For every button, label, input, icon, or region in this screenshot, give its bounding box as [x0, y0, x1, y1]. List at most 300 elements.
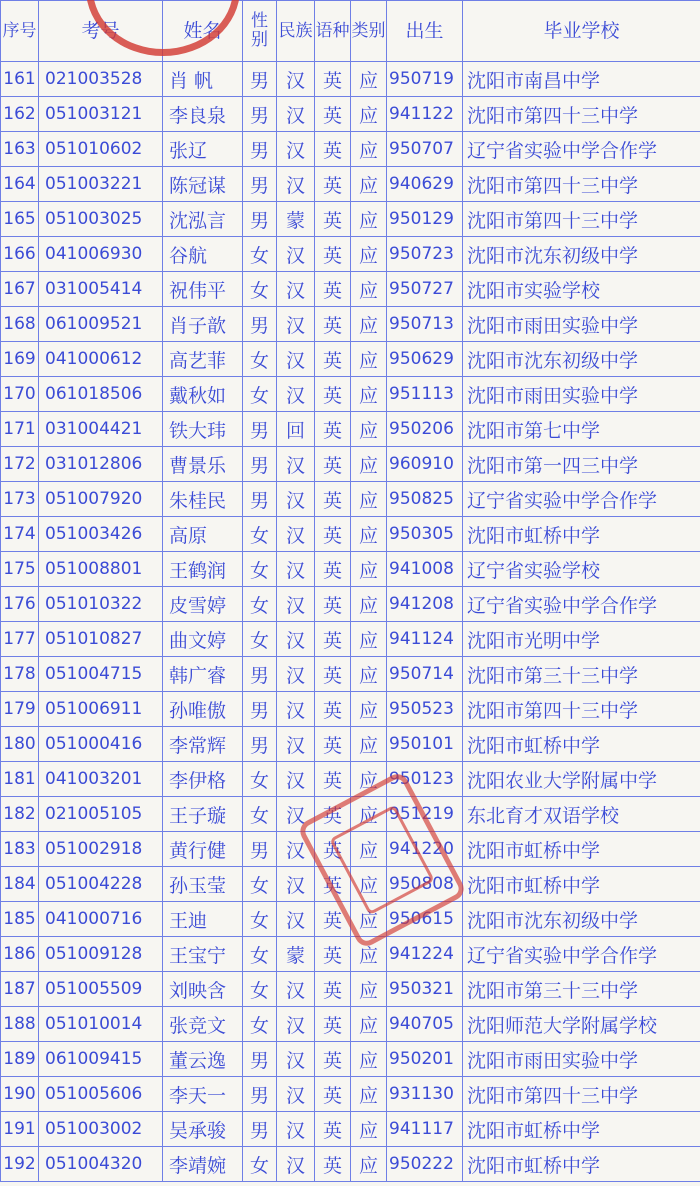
row-name: 黄行健 [163, 832, 243, 867]
row-language: 英 [315, 202, 351, 237]
row-language: 英 [315, 132, 351, 167]
row-school: 沈阳市第三十三中学 [463, 972, 700, 1007]
row-seq: 174 [1, 517, 39, 552]
table-row [1, 482, 700, 517]
row-name: 高原 [163, 517, 243, 552]
row-ethnicity: 回 [277, 412, 315, 447]
row-language: 英 [315, 867, 351, 902]
row-language: 英 [315, 797, 351, 832]
row-category: 应 [351, 482, 387, 517]
row-language: 英 [315, 517, 351, 552]
row-school: 沈阳市第四十三中学 [463, 167, 700, 202]
row-ethnicity: 汉 [277, 307, 315, 342]
row-school: 沈阳市光明中学 [463, 622, 700, 657]
row-seq: 172 [1, 447, 39, 482]
row-school: 沈阳市沈东初级中学 [463, 902, 700, 937]
row-name: 李常辉 [163, 727, 243, 762]
table-row [1, 517, 700, 552]
row-ethnicity: 汉 [277, 62, 315, 97]
row-category: 应 [351, 937, 387, 972]
row-school: 沈阳市第一四三中学 [463, 447, 700, 482]
row-category: 应 [351, 762, 387, 797]
row-name: 朱桂民 [163, 482, 243, 517]
row-seq: 177 [1, 622, 39, 657]
header-exam-no: 考号 [39, 1, 163, 62]
row-language: 英 [315, 167, 351, 202]
row-school: 辽宁省实验中学合作学 [463, 587, 700, 622]
row-exam-no: 051010322 [39, 587, 163, 622]
table-row [1, 692, 700, 727]
row-seq: 164 [1, 167, 39, 202]
table-row [1, 902, 700, 937]
row-birth: 950101 [387, 727, 463, 762]
row-category: 应 [351, 62, 387, 97]
row-ethnicity: 汉 [277, 832, 315, 867]
row-seq: 188 [1, 1007, 39, 1042]
row-birth: 941224 [387, 937, 463, 972]
row-school: 沈阳市第四十三中学 [463, 692, 700, 727]
table-row [1, 832, 700, 867]
row-language: 英 [315, 937, 351, 972]
row-gender: 女 [243, 1147, 277, 1182]
table-row [1, 132, 700, 167]
row-gender: 男 [243, 412, 277, 447]
row-exam-no: 041000612 [39, 342, 163, 377]
row-name: 肖子歆 [163, 307, 243, 342]
header-gender: 性别 [243, 1, 277, 62]
row-seq: 180 [1, 727, 39, 762]
row-language: 英 [315, 1077, 351, 1112]
row-name: 孙玉莹 [163, 867, 243, 902]
row-category: 应 [351, 412, 387, 447]
row-school: 东北育才双语学校 [463, 797, 700, 832]
row-school: 沈阳市雨田实验中学 [463, 377, 700, 412]
row-birth: 950808 [387, 867, 463, 902]
row-gender: 女 [243, 517, 277, 552]
row-name: 陈冠谋 [163, 167, 243, 202]
row-exam-no: 051006911 [39, 692, 163, 727]
row-school: 辽宁省实验中学合作学 [463, 132, 700, 167]
row-ethnicity: 汉 [277, 762, 315, 797]
row-exam-no: 051000416 [39, 727, 163, 762]
row-language: 英 [315, 657, 351, 692]
row-exam-no: 051004715 [39, 657, 163, 692]
row-birth: 941008 [387, 552, 463, 587]
row-name: 戴秋如 [163, 377, 243, 412]
table-row [1, 1007, 700, 1042]
row-exam-no: 051010827 [39, 622, 163, 657]
row-category: 应 [351, 797, 387, 832]
row-exam-no: 051008801 [39, 552, 163, 587]
row-exam-no: 051003426 [39, 517, 163, 552]
row-exam-no: 051003025 [39, 202, 163, 237]
row-name: 刘映含 [163, 972, 243, 1007]
row-category: 应 [351, 167, 387, 202]
row-gender: 女 [243, 587, 277, 622]
row-school: 沈阳市虹桥中学 [463, 1147, 700, 1182]
row-school: 沈阳市虹桥中学 [463, 832, 700, 867]
row-school: 沈阳市虹桥中学 [463, 517, 700, 552]
table-row [1, 97, 700, 132]
row-school: 沈阳市第四十三中学 [463, 1077, 700, 1112]
row-language: 英 [315, 447, 351, 482]
table-row [1, 272, 700, 307]
row-birth: 950129 [387, 202, 463, 237]
row-birth: 950222 [387, 1147, 463, 1182]
row-category: 应 [351, 867, 387, 902]
row-gender: 男 [243, 727, 277, 762]
table-row [1, 1147, 700, 1182]
table-row [1, 342, 700, 377]
row-exam-no: 051010014 [39, 1007, 163, 1042]
row-school: 沈阳市第四十三中学 [463, 97, 700, 132]
table-header [1, 1, 700, 62]
row-gender: 男 [243, 307, 277, 342]
row-name: 李靖婉 [163, 1147, 243, 1182]
row-school: 辽宁省实验学校 [463, 552, 700, 587]
row-language: 英 [315, 692, 351, 727]
row-birth: 950523 [387, 692, 463, 727]
row-birth: 950719 [387, 62, 463, 97]
row-birth: 950629 [387, 342, 463, 377]
row-gender: 女 [243, 552, 277, 587]
table-row [1, 587, 700, 622]
row-birth: 940629 [387, 167, 463, 202]
row-exam-no: 051005509 [39, 972, 163, 1007]
row-gender: 男 [243, 167, 277, 202]
row-ethnicity: 汉 [277, 727, 315, 762]
row-language: 英 [315, 727, 351, 762]
row-school: 沈阳市南昌中学 [463, 62, 700, 97]
row-name: 王鹤润 [163, 552, 243, 587]
row-exam-no: 031012806 [39, 447, 163, 482]
row-gender: 女 [243, 377, 277, 412]
row-exam-no: 051004320 [39, 1147, 163, 1182]
row-language: 英 [315, 1112, 351, 1147]
row-gender: 男 [243, 1042, 277, 1077]
row-seq: 184 [1, 867, 39, 902]
row-seq: 189 [1, 1042, 39, 1077]
row-seq: 191 [1, 1112, 39, 1147]
row-exam-no: 031005414 [39, 272, 163, 307]
row-ethnicity: 汉 [277, 1007, 315, 1042]
row-gender: 男 [243, 832, 277, 867]
row-birth: 950321 [387, 972, 463, 1007]
row-school: 沈阳师范大学附属学校 [463, 1007, 700, 1042]
row-ethnicity: 汉 [277, 692, 315, 727]
row-seq: 181 [1, 762, 39, 797]
row-exam-no: 061018506 [39, 377, 163, 412]
row-exam-no: 041006930 [39, 237, 163, 272]
row-category: 应 [351, 1112, 387, 1147]
row-birth: 950305 [387, 517, 463, 552]
row-category: 应 [351, 972, 387, 1007]
table-row [1, 447, 700, 482]
row-gender: 男 [243, 482, 277, 517]
row-category: 应 [351, 1077, 387, 1112]
row-category: 应 [351, 622, 387, 657]
row-category: 应 [351, 342, 387, 377]
row-ethnicity: 汉 [277, 377, 315, 412]
row-school: 沈阳市第七中学 [463, 412, 700, 447]
row-category: 应 [351, 902, 387, 937]
row-birth: 941208 [387, 587, 463, 622]
table-row [1, 1077, 700, 1112]
row-exam-no: 051004228 [39, 867, 163, 902]
row-ethnicity: 汉 [277, 447, 315, 482]
row-ethnicity: 汉 [277, 517, 315, 552]
row-seq: 171 [1, 412, 39, 447]
row-ethnicity: 汉 [277, 1147, 315, 1182]
header-school: 毕业学校 [463, 1, 700, 62]
row-ethnicity: 汉 [277, 587, 315, 622]
row-exam-no: 051002918 [39, 832, 163, 867]
row-seq: 168 [1, 307, 39, 342]
row-seq: 165 [1, 202, 39, 237]
header-category: 类别 [351, 1, 387, 62]
row-gender: 男 [243, 447, 277, 482]
row-category: 应 [351, 132, 387, 167]
row-exam-no: 061009521 [39, 307, 163, 342]
row-birth: 950825 [387, 482, 463, 517]
row-school: 沈阳市虹桥中学 [463, 867, 700, 902]
header-language: 语种 [315, 1, 351, 62]
row-ethnicity: 蒙 [277, 202, 315, 237]
row-seq: 187 [1, 972, 39, 1007]
row-birth: 941117 [387, 1112, 463, 1147]
row-exam-no: 051003121 [39, 97, 163, 132]
row-category: 应 [351, 727, 387, 762]
row-name: 曹景乐 [163, 447, 243, 482]
row-name: 王宝宁 [163, 937, 243, 972]
row-category: 应 [351, 552, 387, 587]
row-ethnicity: 汉 [277, 657, 315, 692]
row-ethnicity: 汉 [277, 272, 315, 307]
row-gender: 女 [243, 1007, 277, 1042]
row-name: 王子璇 [163, 797, 243, 832]
row-exam-no: 051003221 [39, 167, 163, 202]
row-ethnicity: 汉 [277, 1112, 315, 1147]
row-seq: 179 [1, 692, 39, 727]
row-category: 应 [351, 657, 387, 692]
row-school: 沈阳市虹桥中学 [463, 727, 700, 762]
row-language: 英 [315, 902, 351, 937]
row-seq: 190 [1, 1077, 39, 1112]
row-name: 肖 帆 [163, 62, 243, 97]
row-language: 英 [315, 482, 351, 517]
row-gender: 男 [243, 1112, 277, 1147]
row-school: 沈阳市沈东初级中学 [463, 342, 700, 377]
row-gender: 女 [243, 972, 277, 1007]
row-gender: 女 [243, 797, 277, 832]
header-seq: 序号 [1, 1, 39, 62]
row-gender: 女 [243, 902, 277, 937]
row-seq: 169 [1, 342, 39, 377]
row-name: 吴承骏 [163, 1112, 243, 1147]
row-seq: 163 [1, 132, 39, 167]
row-gender: 男 [243, 132, 277, 167]
row-exam-no: 041000716 [39, 902, 163, 937]
row-gender: 男 [243, 692, 277, 727]
row-birth: 941122 [387, 97, 463, 132]
row-exam-no: 051007920 [39, 482, 163, 517]
row-category: 应 [351, 1042, 387, 1077]
row-seq: 182 [1, 797, 39, 832]
row-school: 沈阳市雨田实验中学 [463, 307, 700, 342]
row-seq: 185 [1, 902, 39, 937]
row-birth: 950123 [387, 762, 463, 797]
row-language: 英 [315, 1042, 351, 1077]
row-seq: 170 [1, 377, 39, 412]
row-name: 韩广睿 [163, 657, 243, 692]
row-school: 沈阳农业大学附属中学 [463, 762, 700, 797]
row-category: 应 [351, 832, 387, 867]
row-gender: 男 [243, 62, 277, 97]
row-ethnicity: 汉 [277, 167, 315, 202]
row-ethnicity: 汉 [277, 342, 315, 377]
row-ethnicity: 汉 [277, 482, 315, 517]
row-language: 英 [315, 1007, 351, 1042]
table-row [1, 657, 700, 692]
row-language: 英 [315, 272, 351, 307]
row-category: 应 [351, 307, 387, 342]
table-row [1, 727, 700, 762]
row-school: 沈阳市第三十三中学 [463, 657, 700, 692]
row-birth: 940705 [387, 1007, 463, 1042]
row-gender: 女 [243, 237, 277, 272]
row-category: 应 [351, 517, 387, 552]
row-seq: 192 [1, 1147, 39, 1182]
row-gender: 男 [243, 657, 277, 692]
table-row [1, 1042, 700, 1077]
table-row [1, 167, 700, 202]
row-birth: 950707 [387, 132, 463, 167]
row-ethnicity: 汉 [277, 552, 315, 587]
header-ethnicity: 民族 [277, 1, 315, 62]
row-name: 李伊格 [163, 762, 243, 797]
row-category: 应 [351, 692, 387, 727]
row-language: 英 [315, 832, 351, 867]
row-seq: 167 [1, 272, 39, 307]
row-language: 英 [315, 307, 351, 342]
row-category: 应 [351, 272, 387, 307]
row-gender: 女 [243, 342, 277, 377]
row-seq: 173 [1, 482, 39, 517]
row-birth: 951219 [387, 797, 463, 832]
row-seq: 176 [1, 587, 39, 622]
row-language: 英 [315, 552, 351, 587]
row-category: 应 [351, 202, 387, 237]
row-seq: 175 [1, 552, 39, 587]
row-birth: 950723 [387, 237, 463, 272]
row-name: 张竞文 [163, 1007, 243, 1042]
row-name: 高艺菲 [163, 342, 243, 377]
row-school: 沈阳市雨田实验中学 [463, 1042, 700, 1077]
row-category: 应 [351, 1007, 387, 1042]
row-gender: 男 [243, 202, 277, 237]
row-name: 张辽 [163, 132, 243, 167]
row-birth: 960910 [387, 447, 463, 482]
row-name: 沈泓言 [163, 202, 243, 237]
row-ethnicity: 蒙 [277, 937, 315, 972]
row-name: 孙唯傲 [163, 692, 243, 727]
table-row [1, 972, 700, 1007]
row-name: 铁大玮 [163, 412, 243, 447]
table-row [1, 412, 700, 447]
table-row [1, 622, 700, 657]
row-ethnicity: 汉 [277, 867, 315, 902]
table-row [1, 762, 700, 797]
row-seq: 186 [1, 937, 39, 972]
row-category: 应 [351, 1147, 387, 1182]
row-birth: 950615 [387, 902, 463, 937]
row-name: 董云逸 [163, 1042, 243, 1077]
row-birth: 950201 [387, 1042, 463, 1077]
row-exam-no: 051005606 [39, 1077, 163, 1112]
row-category: 应 [351, 97, 387, 132]
row-name: 李良泉 [163, 97, 243, 132]
row-language: 英 [315, 97, 351, 132]
row-seq: 166 [1, 237, 39, 272]
row-seq: 178 [1, 657, 39, 692]
table-row [1, 377, 700, 412]
row-gender: 男 [243, 1077, 277, 1112]
row-ethnicity: 汉 [277, 972, 315, 1007]
table-row [1, 62, 700, 97]
row-language: 英 [315, 972, 351, 1007]
row-gender: 女 [243, 937, 277, 972]
row-ethnicity: 汉 [277, 1042, 315, 1077]
row-exam-no: 021005105 [39, 797, 163, 832]
table-row [1, 1112, 700, 1147]
row-ethnicity: 汉 [277, 797, 315, 832]
row-gender: 女 [243, 622, 277, 657]
row-language: 英 [315, 377, 351, 412]
row-ethnicity: 汉 [277, 902, 315, 937]
table-row [1, 867, 700, 902]
table-row [1, 552, 700, 587]
row-school: 沈阳市实验学校 [463, 272, 700, 307]
row-language: 英 [315, 412, 351, 447]
row-category: 应 [351, 377, 387, 412]
row-language: 英 [315, 62, 351, 97]
row-exam-no: 061009415 [39, 1042, 163, 1077]
row-birth: 950727 [387, 272, 463, 307]
row-ethnicity: 汉 [277, 622, 315, 657]
row-seq: 183 [1, 832, 39, 867]
row-exam-no: 051009128 [39, 937, 163, 972]
row-school: 沈阳市虹桥中学 [463, 1112, 700, 1147]
row-gender: 女 [243, 867, 277, 902]
row-exam-no: 021003528 [39, 62, 163, 97]
table-row [1, 202, 700, 237]
row-ethnicity: 汉 [277, 97, 315, 132]
row-birth: 941220 [387, 832, 463, 867]
row-ethnicity: 汉 [277, 237, 315, 272]
row-school: 辽宁省实验中学合作学 [463, 937, 700, 972]
row-gender: 女 [243, 272, 277, 307]
row-school: 辽宁省实验中学合作学 [463, 482, 700, 517]
row-exam-no: 051003002 [39, 1112, 163, 1147]
row-name: 李天一 [163, 1077, 243, 1112]
row-birth: 950714 [387, 657, 463, 692]
row-name: 曲文婷 [163, 622, 243, 657]
table-row [1, 237, 700, 272]
row-language: 英 [315, 1147, 351, 1182]
table-row [1, 307, 700, 342]
table-row [1, 937, 700, 972]
row-language: 英 [315, 237, 351, 272]
